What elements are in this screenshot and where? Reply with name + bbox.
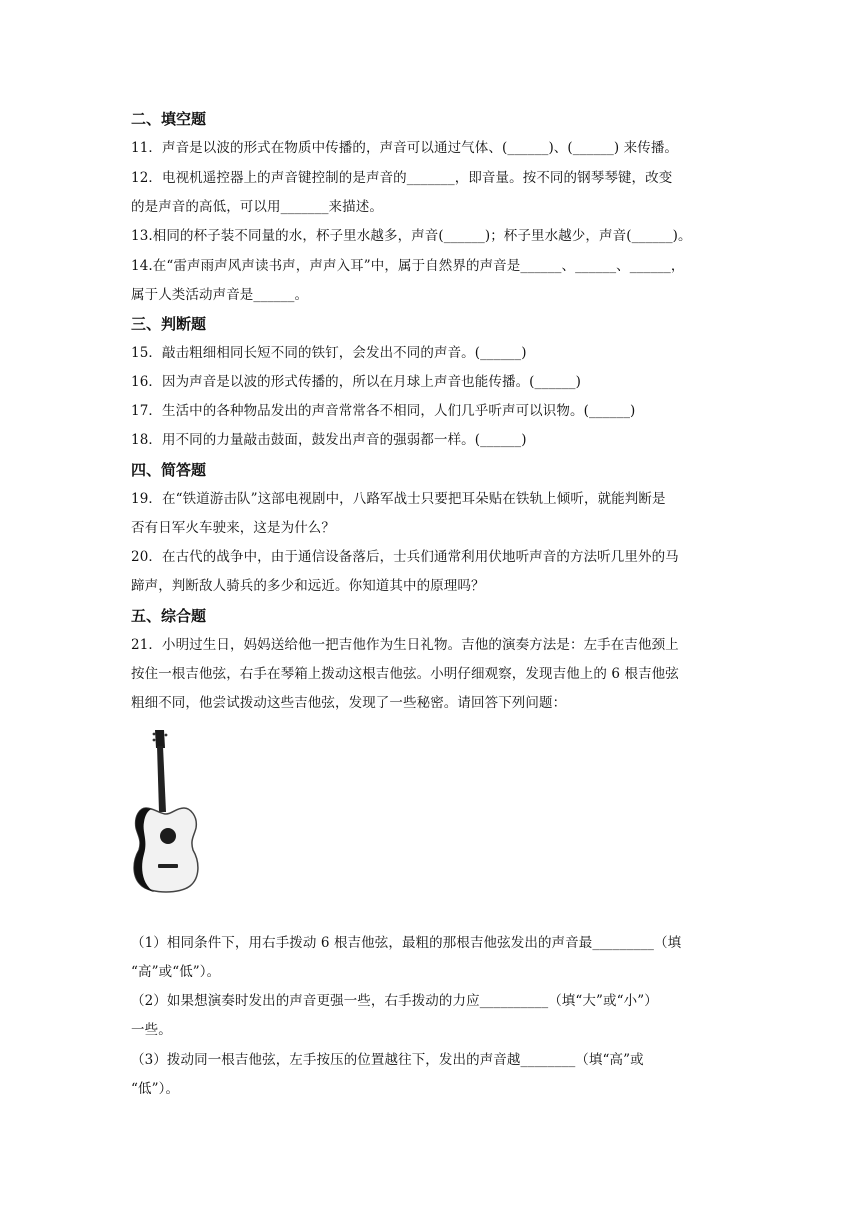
section-heading-fill-in: 二、填空题	[131, 110, 207, 128]
section-heading-judge: 三、判断题	[131, 315, 207, 333]
question-20-line-2: 蹄声，判断敌人骑兵的多少和远近。你知道其中的原理吗？	[131, 578, 485, 594]
tuning-peg	[165, 734, 168, 737]
question-21-part-1-line-2: “高”或“低”）。	[131, 964, 221, 980]
question-21-part-3-line-1: （3）拨动同一根吉他弦，左手按压的位置越往下，发出的声音越________（填“高”或	[131, 1052, 644, 1068]
question-14-line-1: 14.在“雷声雨声风声读书声，声声入耳”中，属于自然界的声音是______、______、______，	[131, 258, 685, 274]
question-21-part-2-line-1: （2）如果想演奏时发出的声音更强一些，右手拨动的力应__________（填“大”或“小”）	[131, 993, 658, 1009]
question-19-line-2: 否有日军火车驶来，这是为什么？	[131, 520, 335, 536]
tuning-peg	[153, 733, 156, 736]
question-20-line-1: 20．在古代的战争中，由于通信设备落后，士兵们通常利用伏地听声音的方法听几里外的马	[131, 549, 679, 565]
guitar-sound-hole	[160, 828, 176, 844]
question-13: 13.相同的杯子装不同量的水，杯子里水越多，声音(______)；杯子里水越少，声音(______)。	[131, 228, 692, 244]
tuning-peg	[153, 739, 156, 742]
guitar-image	[128, 728, 204, 896]
guitar-bridge	[158, 864, 178, 868]
question-12-line-1: 12．电视机遥控器上的声音键控制的是声音的_______，即音量。按不同的钢琴琴键，改变	[131, 170, 673, 186]
question-21-line-1: 21．小明过生日，妈妈送给他一把吉他作为生日礼物。吉他的演奏方法是：左手在吉他颈上	[131, 637, 679, 653]
question-17: 17．生活中的各种物品发出的声音常常各不相同，人们几乎听声可以识物。(______)	[131, 403, 636, 419]
question-12-line-2: 的是声音的高低，可以用_______来描述。	[131, 199, 383, 215]
guitar-neck	[157, 746, 166, 812]
question-15: 15．敲击粗细相同长短不同的铁钉，会发出不同的声音。(______)	[131, 345, 527, 361]
question-21-line-3: 粗细不同，他尝试拨动这些吉他弦，发现了一些秘密。请回答下列问题：	[131, 695, 567, 711]
question-14-line-2: 属于人类活动声音是______。	[131, 287, 309, 303]
question-21-part-3-line-2: “低”）。	[131, 1081, 180, 1097]
guitar-headstock	[155, 730, 165, 748]
question-21-part-1-line-1: （1）相同条件下，用右手拨动 6 根吉他弦，最粗的那根吉他弦发出的声音最_________（填	[131, 935, 682, 951]
section-heading-comprehensive: 五、综合题	[131, 607, 207, 625]
question-18: 18．用不同的力量敲击鼓面，鼓发出声音的强弱都一样。(______)	[131, 432, 527, 448]
section-heading-short-answer: 四、简答题	[131, 461, 207, 479]
question-21-line-2: 按住一根吉他弦，右手在琴箱上拨动这根吉他弦。小明仔细观察，发现吉他上的 6 根吉他弦	[131, 666, 679, 682]
question-11: 11．声音是以波的形式在物质中传播的，声音可以通过气体、(______)、(______) 来传播。	[131, 140, 679, 156]
question-19-line-1: 19．在“铁道游击队”这部电视剧中，八路军战士只要把耳朵贴在铁轨上倾听，就能判断是	[131, 491, 666, 507]
question-21-part-2-line-2: 一些。	[131, 1022, 172, 1038]
question-16: 16．因为声音是以波的形式传播的，所以在月球上声音也能传播。(______)	[131, 374, 582, 390]
